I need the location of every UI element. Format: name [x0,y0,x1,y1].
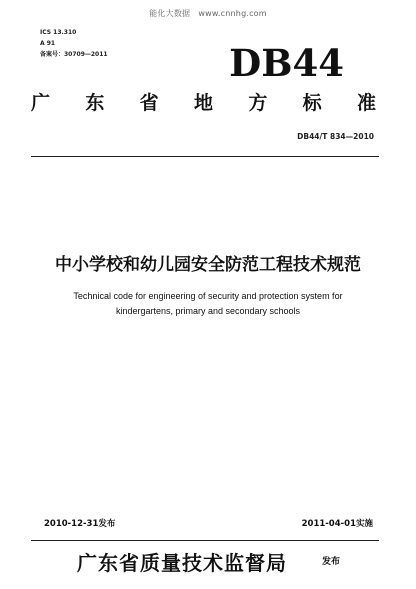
header-divider [31,156,379,157]
issuing-authority: 广东省质量技术监督局 [77,551,287,575]
site-watermark: 能化大数据 www.cnnhg.com [149,9,267,18]
standard-category-char: 地 [193,92,213,114]
standard-category-char: 方 [248,92,268,114]
implementation-date: 2011-04-01实施 [301,519,373,529]
ics-code: ICS 13.310 [40,29,77,36]
footer-divider [31,540,379,541]
english-title-line-2: kindergartens, primary and secondary schools [115,306,301,316]
standard-code: DB44 [229,41,344,85]
standard-number: DB44/T 834—2010 [297,132,374,141]
standard-category-char: 准 [356,92,376,114]
english-title [0,289,416,319]
issue-date: 2010-12-31发布 [44,519,116,529]
standard-category-char: 广 [31,92,51,114]
standard-category-char: 标 [302,92,322,114]
standard-metadata [40,27,108,60]
record-number: 备案号：30709—2011 [40,51,108,58]
ccs-code: A 91 [40,40,56,47]
standard-category-title [31,91,376,115]
chinese-title: 中小学校和幼儿园安全防范工程技术规范 [55,255,361,275]
publish-label: 发布 [322,557,341,567]
standard-category-char: 东 [85,92,105,114]
english-title-line-1: Technical code for engineering of security and protection system for [73,291,343,301]
standard-category-char: 省 [139,92,159,114]
